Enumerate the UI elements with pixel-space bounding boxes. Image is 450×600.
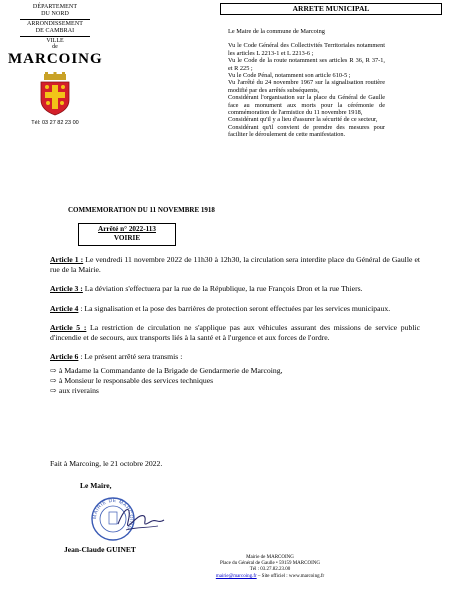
ville-label: VILLE — [46, 38, 64, 44]
maire-intro: Le Maire de la commune de Marcoing — [228, 28, 325, 35]
document-title: ARRETE MUNICIPAL — [220, 3, 442, 15]
article-1: Article 1 : Le vendredi 11 novembre 2022 de 11h30 à 12h30, la circulation sera interdite place du Général de Gaulle et rue de la Mairie. — [50, 255, 420, 274]
left-header — [8, 4, 102, 126]
town-name: MARCOING — [8, 51, 103, 67]
recipient-item: ⇨ à Monsieur le responsable des services techniques — [50, 375, 214, 385]
visa: Vu le Code Général des Collectivités Territoriales notamment les articles L 2213-1 et L 2213-6 ; — [228, 42, 385, 57]
arrow-right-icon: ⇨ — [50, 365, 57, 375]
arrete-number-box — [78, 223, 176, 246]
signatory-name: Jean-Claude GUINET — [64, 545, 136, 554]
visa: Vu l'arrêté du 24 novembre 1967 sur la signalisation routière modifié par des arrêtés subséquents, — [228, 79, 385, 94]
arrete-category: VOIRIE — [113, 234, 141, 242]
official-stamp-icon — [88, 494, 168, 549]
svg-text:MAIRIE DE MARCOING: MAIRIE DE MARCOING — [91, 497, 135, 531]
footer-contact: mairie@marcoing.fr – Site officiel : www.marcoing.fr — [215, 573, 325, 579]
article-4: Article 4 : La signalisation et la pose des barrières de protection seront effectuées par les services municipaux. — [50, 303, 391, 313]
date-place: Fait à Marcoing, le 21 octobre 2022. — [50, 459, 163, 468]
article-3: Article 3 : La déviation s'effectuera par la rue de la République, la rue François Dron et la rue Thiers. — [50, 284, 363, 293]
department-label: DÉPARTEMENT DU NORD — [32, 4, 78, 17]
commemoration-heading: COMMEMORATION DU 11 NOVEMBRE 1918 — [68, 206, 215, 214]
divider — [20, 36, 90, 37]
arrondissement-label: ARRONDISSEMENT DE CAMBRAI — [26, 21, 84, 34]
arrow-right-icon: ⇨ — [50, 375, 57, 385]
coat-of-arms-icon — [38, 72, 72, 116]
divider — [20, 19, 90, 20]
article-6: Article 6 : Le présent arrêté sera transmis : — [50, 352, 183, 361]
de-label: de — [52, 44, 58, 50]
article-5: Article 5 : La restriction de circulation ne s'applique pas aux véhicules assurant des missions de service public d'incendie et de secours, aux transports liés à la santé et à l'urgence et aux forces de l'ordre. — [50, 323, 420, 342]
considerant: Considérant l'organisation sur la place du Général de Gaulle face au monument aux morts pour la cérémonie de commémoration de l'armistice du 11 novembre 1918, — [228, 94, 385, 117]
visa: Vu le Code Pénal, notamment son article 610-5 ; — [228, 72, 351, 80]
footer-line: Mairie de MARCOING — [246, 555, 294, 560]
footer-line: Tél : 03.27.82.23.00 — [249, 567, 291, 573]
arrow-right-icon: ⇨ — [50, 385, 57, 395]
recipient-item: ⇨ à Madame la Commandante de la Brigade de Gendarmerie de Marcoing, — [50, 365, 283, 375]
considerant: Considérant qu'il convient de prendre des mesures pour faciliter le déroulement de cette manifestation. — [228, 123, 385, 139]
email-link[interactable]: mairie@marcoing.fr — [215, 573, 257, 579]
arrete-number: Arrêté n° 2022-113 — [98, 225, 156, 233]
footer — [180, 555, 360, 580]
footer-line: Place du Général de Gaulle • 59159 MARCOING — [220, 561, 320, 567]
phone-number: Tél: 03 27 82 23 00 — [31, 120, 79, 126]
recipient-item: ⇨ aux riverains — [50, 385, 99, 395]
considerant: Considérant qu'il y a lieu d'assurer la sécurité de ce secteur, — [228, 116, 378, 124]
signatory-title: Le Maire, — [80, 481, 112, 490]
visa: Vu le Code de la route notamment ses articles R 36, R 37-1, et R 225 ; — [228, 57, 385, 72]
preamble — [228, 28, 385, 139]
articles-body — [50, 255, 420, 396]
